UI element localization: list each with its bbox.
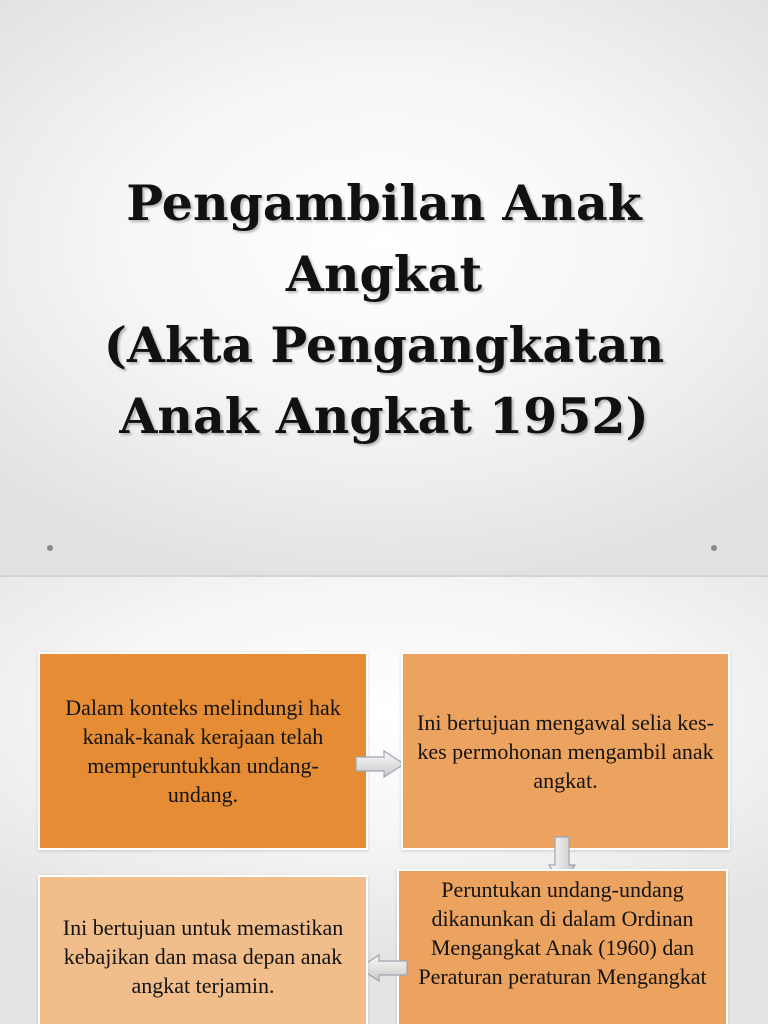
process-box-2-text: Ini bertujuan mengawal selia kes-kes permohonan mengambil anak angkat. bbox=[417, 709, 714, 793]
process-box-3-text: Peruntukan undang-undang dikanunkan di dalam Ordinan Mengangkat Anak (1960) dan Peraturan peraturan Mengangkat bbox=[418, 877, 707, 989]
process-slide bbox=[0, 577, 768, 1024]
title-line-3: (Akta Pengangkatan bbox=[103, 316, 665, 374]
process-box-1 bbox=[38, 652, 368, 850]
process-box-4 bbox=[38, 875, 368, 1024]
title-line-2: Angkat bbox=[285, 245, 483, 303]
process-box-3 bbox=[397, 869, 728, 1024]
process-box-1-text: Dalam konteks melindungi hak kanak-kanak kerajaan telah memperuntukkan undang-undang. bbox=[65, 695, 341, 807]
right-bullet-dot bbox=[711, 545, 717, 551]
title-line-4: Anak Angkat 1952) bbox=[119, 387, 649, 445]
slide-title bbox=[20, 168, 748, 452]
right-arrow-icon bbox=[354, 749, 406, 779]
process-box-2 bbox=[401, 652, 730, 850]
left-bullet-dot bbox=[47, 545, 53, 551]
title-line-1: Pengambilan Anak bbox=[126, 174, 642, 232]
process-box-4-text: Ini bertujuan untuk memastikan kebajikan dan masa depan anak angkat terjamin. bbox=[62, 915, 344, 998]
